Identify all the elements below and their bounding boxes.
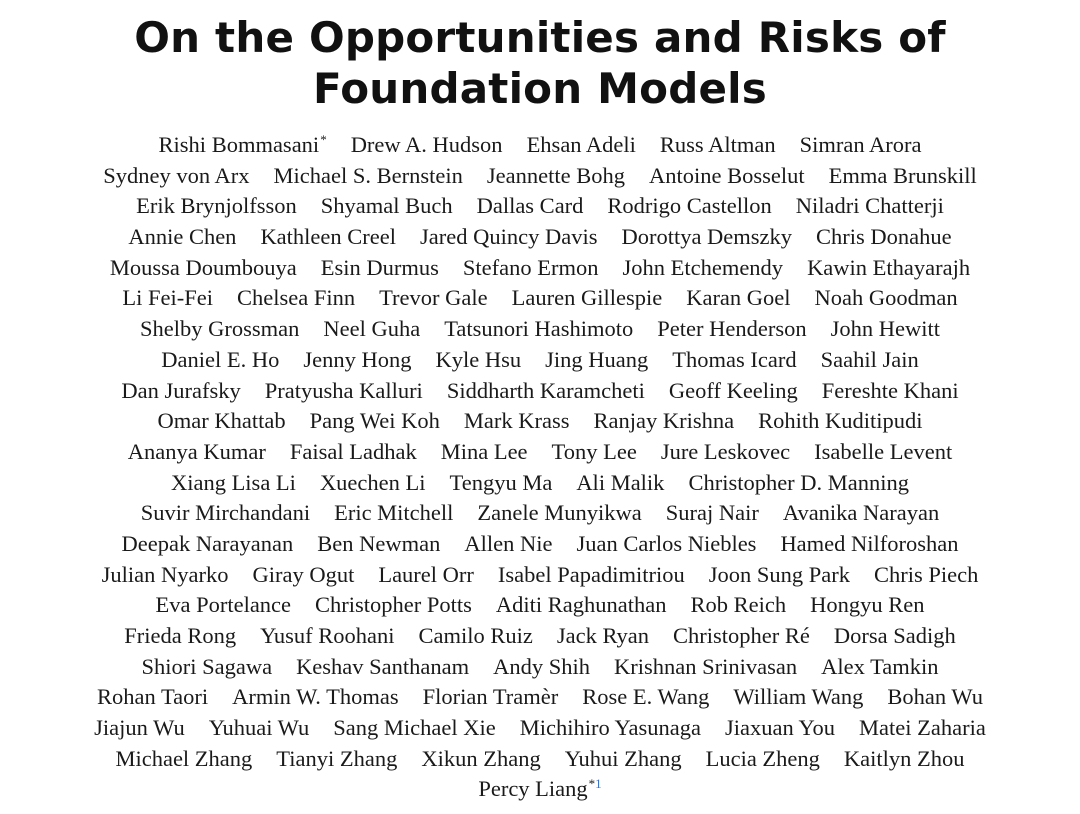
- author-name-text: Dorottya Demszky: [621, 224, 793, 250]
- author-name: [666, 498, 759, 529]
- author-name-text: Trevor Gale: [379, 285, 488, 311]
- author-name: [672, 345, 796, 376]
- author-name-text: Keshav Santhanam: [296, 653, 470, 679]
- author-name: [463, 253, 599, 284]
- author-name: [315, 590, 472, 621]
- author-name-text: Bohan Wu: [887, 684, 983, 710]
- author-name: [140, 314, 299, 345]
- author-name-text: Ranjay Krishna: [593, 408, 735, 434]
- author-name: [418, 621, 532, 652]
- author-name: [545, 345, 648, 376]
- author-name: [686, 283, 790, 314]
- author-name-text: Dan Jurafsky: [121, 377, 241, 403]
- author-name: [155, 590, 291, 621]
- author-name: [447, 376, 645, 407]
- author-name-text: Andy Shih: [493, 653, 591, 679]
- author-name: [303, 345, 411, 376]
- author-name: [276, 744, 397, 775]
- author-name-text: Kyle Hsu: [435, 346, 522, 372]
- author-name: [582, 682, 709, 713]
- author-name-text: Mina Lee: [440, 438, 528, 464]
- author-name-text: Jared Quincy Davis: [420, 224, 598, 250]
- author-name: [333, 713, 495, 744]
- author-name: [815, 283, 958, 314]
- author-name: [783, 498, 939, 529]
- author-name: [660, 130, 776, 161]
- author-name-text: Krishnan Srinivasan: [614, 653, 798, 679]
- author-name-text: Esin Durmus: [320, 254, 439, 280]
- author-name: [814, 437, 952, 468]
- author-name: [487, 161, 625, 192]
- author-list: [0, 130, 1080, 805]
- author-name-text: Fereshte Khani: [821, 377, 959, 403]
- author-name-text: Sang Michael Xie: [333, 715, 496, 741]
- author-name-text: Annie Chen: [128, 224, 237, 250]
- author-name-text: Christopher Ré: [673, 623, 810, 648]
- author-name-text: Ananya Kumar: [127, 438, 266, 464]
- author-name: [128, 222, 236, 253]
- author-name-text: Antoine Bosselut: [648, 162, 805, 188]
- paper-title: [0, 0, 1080, 114]
- author-name: [822, 376, 959, 407]
- author-name-text: Aditi Raghunathan: [495, 592, 667, 618]
- author-name-text: Dallas Card: [476, 193, 584, 219]
- author-name: [159, 130, 327, 161]
- author-name: [496, 590, 667, 621]
- author-name: [796, 191, 944, 222]
- author-line: [0, 652, 1080, 683]
- author-name: [464, 529, 552, 560]
- author-name-text: Chris Donahue: [816, 224, 952, 250]
- author-name: [614, 652, 797, 683]
- author-name: [725, 713, 835, 744]
- author-name: [171, 468, 296, 499]
- author-name: [621, 222, 792, 253]
- author-name-text: Christopher D. Manning: [688, 469, 910, 495]
- author-name: [661, 437, 790, 468]
- author-name-text: Zanele Munyikwa: [477, 500, 642, 526]
- author-name-text: Daniel E. Ho: [161, 346, 280, 372]
- author-name-text: Alex Tamkin: [821, 653, 939, 679]
- author-name: [733, 682, 863, 713]
- author-line: [0, 222, 1080, 253]
- author-name-text: Eva Portelance: [155, 592, 292, 618]
- author-name-text: Emma Brunskill: [828, 162, 977, 188]
- author-name-text: Neel Guha: [323, 316, 421, 342]
- author-name: [232, 682, 398, 713]
- author-name: [887, 682, 983, 713]
- author-name-text: Kaitlyn Zhou: [843, 745, 965, 771]
- author-name-text: Erik Brynjolfsson: [136, 193, 297, 219]
- author-name-text: Jeannette Bohg: [486, 162, 625, 188]
- author-name-text: Thomas Icard: [672, 346, 797, 372]
- author-name-text: Florian Tramèr: [422, 684, 559, 710]
- author-name: [780, 529, 958, 560]
- author-name-text: Rose E. Wang: [582, 684, 710, 710]
- author-line: [0, 744, 1080, 775]
- author-name: [103, 161, 249, 192]
- author-name: [124, 621, 236, 652]
- author-name: [691, 590, 787, 621]
- author-name: [420, 222, 597, 253]
- author-name: [97, 682, 208, 713]
- author-name-text: Yuhui Zhang: [564, 745, 682, 771]
- author-name: [141, 498, 310, 529]
- author-name: [673, 621, 810, 652]
- author-name-text: Jiajun Wu: [94, 715, 185, 741]
- author-name: [478, 774, 601, 805]
- author-name-text: Julian Nyarko: [101, 561, 229, 587]
- author-line: [0, 191, 1080, 222]
- author-name: [237, 283, 355, 314]
- author-name-text: Pratyusha Kalluri: [264, 377, 423, 403]
- author-line: [0, 161, 1080, 192]
- author-name-text: Niladri Chatterji: [795, 193, 944, 219]
- author-line: [0, 560, 1080, 591]
- author-name: [141, 652, 272, 683]
- author-line: [0, 283, 1080, 314]
- author-name-text: Xuechen Li: [319, 469, 426, 495]
- author-name: [576, 468, 664, 499]
- author-name: [265, 376, 423, 407]
- author-name-text: John Hewitt: [830, 316, 940, 342]
- author-name: [444, 314, 633, 345]
- author-line: [0, 498, 1080, 529]
- author-name: [669, 376, 798, 407]
- corresponding-author-mark: *: [320, 131, 327, 147]
- author-name: [436, 345, 522, 376]
- author-name: [477, 191, 584, 222]
- author-name-text: Saahil Jain: [820, 346, 919, 372]
- author-name-text: Rob Reich: [690, 592, 787, 618]
- footnote-link[interactable]: 1: [595, 775, 602, 791]
- author-name: [161, 345, 279, 376]
- author-name-text: Russ Altman: [659, 132, 776, 157]
- author-name-text: Rishi Bommasani: [158, 132, 320, 157]
- author-name: [807, 253, 970, 284]
- author-name: [274, 161, 463, 192]
- author-name-text: Karan Goel: [686, 285, 791, 311]
- author-name: [252, 560, 354, 591]
- author-name-text: Shiori Sagawa: [141, 653, 273, 679]
- author-name: [260, 621, 394, 652]
- author-name-text: Avanika Narayan: [782, 500, 940, 526]
- author-name-text: William Wang: [733, 684, 864, 710]
- author-line: [0, 437, 1080, 468]
- author-name-text: Michihiro Yasunaga: [519, 715, 701, 741]
- author-name-text: Laurel Orr: [378, 561, 474, 587]
- author-name: [94, 713, 185, 744]
- author-name: [321, 191, 453, 222]
- author-name-text: Hongyu Ren: [810, 592, 925, 618]
- author-name: [102, 560, 229, 591]
- author-name-text: John Etchemendy: [622, 254, 784, 280]
- author-name: [758, 406, 922, 437]
- author-name: [657, 314, 806, 345]
- author-name-text: Deepak Narayanan: [121, 530, 294, 556]
- author-name-text: Tony Lee: [551, 438, 637, 464]
- author-name-text: Mark Krass: [463, 408, 570, 434]
- author-name-text: Hamed Nilforoshan: [780, 530, 959, 556]
- author-name: [450, 468, 553, 499]
- author-name-text: Suraj Nair: [665, 500, 759, 526]
- author-name: [834, 621, 956, 652]
- author-name-text: Pang Wei Koh: [309, 408, 440, 434]
- author-name: [607, 191, 771, 222]
- author-name: [810, 590, 924, 621]
- author-name: [821, 345, 919, 376]
- author-line: [0, 529, 1080, 560]
- author-name-text: Isabel Papadimitriou: [497, 561, 685, 587]
- author-line: [0, 774, 1080, 805]
- author-name: [622, 253, 783, 284]
- author-name-text: Jiaxuan You: [724, 715, 836, 741]
- author-name: [320, 468, 426, 499]
- author-name-text: Simran Arora: [799, 132, 922, 157]
- author-name: [593, 406, 734, 437]
- author-line: [0, 314, 1080, 345]
- author-name: [323, 314, 420, 345]
- corresponding-author-mark: *: [588, 775, 596, 791]
- author-name: [688, 468, 909, 499]
- author-line: [0, 621, 1080, 652]
- author-name: [831, 314, 940, 345]
- author-name-text: Yusuf Roohani: [260, 623, 395, 648]
- author-name-text: Rohith Kuditipudi: [758, 408, 923, 434]
- author-name: [709, 560, 850, 591]
- author-name: [493, 652, 590, 683]
- author-name: [115, 744, 252, 775]
- author-name: [874, 560, 978, 591]
- author-name: [565, 744, 682, 775]
- author-name-text: Percy Liang: [478, 776, 588, 802]
- author-name-text: Christopher Potts: [315, 592, 472, 618]
- author-name: [464, 406, 570, 437]
- author-name-text: Lucia Zheng: [705, 745, 820, 771]
- author-name-text: Geoff Keeling: [668, 377, 798, 403]
- author-name: [351, 130, 503, 161]
- paper-title-line-1: On the Opportunities and Risks of: [134, 13, 946, 62]
- author-line: [0, 590, 1080, 621]
- author-name-text: Omar Khattab: [157, 408, 286, 434]
- author-name-text: Li Fei-Fei: [122, 285, 213, 311]
- author-name-text: Allen Nie: [464, 530, 553, 556]
- author-name: [379, 283, 488, 314]
- author-name: [310, 406, 440, 437]
- author-name-text: Moussa Doumbouya: [109, 254, 297, 280]
- author-line: [0, 406, 1080, 437]
- author-name-text: Joon Sung Park: [708, 561, 851, 587]
- author-name-text: Armin W. Thomas: [232, 684, 399, 710]
- author-name: [844, 744, 965, 775]
- author-name-text: Yuhuai Wu: [208, 715, 310, 741]
- author-name-text: Jenny Hong: [303, 346, 412, 372]
- author-name: [317, 529, 440, 560]
- author-name: [859, 713, 986, 744]
- author-name-text: Juan Carlos Niebles: [576, 530, 757, 556]
- author-name: [423, 682, 559, 713]
- author-name: [121, 529, 293, 560]
- author-name: [296, 652, 469, 683]
- author-line: [0, 130, 1080, 161]
- author-name-text: Ali Malik: [576, 469, 665, 495]
- author-name-text: Xiang Lisa Li: [170, 469, 296, 495]
- author-name: [290, 437, 417, 468]
- author-name: [821, 652, 938, 683]
- author-name-text: Michael S. Bernstein: [273, 162, 463, 188]
- author-name: [122, 283, 213, 314]
- author-name-text: Tianyi Zhang: [276, 745, 398, 771]
- author-name: [706, 744, 820, 775]
- author-name-text: Camilo Ruiz: [418, 623, 533, 648]
- author-line: [0, 682, 1080, 713]
- author-name: [527, 130, 636, 161]
- author-name-text: Tengyu Ma: [449, 469, 553, 495]
- author-name-text: Michael Zhang: [115, 745, 253, 771]
- author-name-text: Shyamal Buch: [320, 193, 453, 219]
- author-name-text: Xikun Zhang: [421, 745, 541, 771]
- author-name-text: Jure Leskovec: [660, 438, 791, 464]
- author-name-text: Rodrigo Castellon: [607, 193, 772, 219]
- author-name: [334, 498, 453, 529]
- author-name: [441, 437, 528, 468]
- author-line: [0, 376, 1080, 407]
- author-name-text: Lauren Gillespie: [511, 285, 663, 311]
- author-name-text: Giray Ogut: [252, 561, 355, 587]
- author-name: [816, 222, 952, 253]
- author-name-text: Chelsea Finn: [236, 285, 356, 311]
- author-name: [260, 222, 396, 253]
- author-name: [520, 713, 701, 744]
- author-name-text: Rohan Taori: [97, 684, 209, 710]
- author-name-text: Sydney von Arx: [103, 162, 250, 188]
- author-name: [378, 560, 474, 591]
- author-name-text: Suvir Mirchandani: [140, 500, 311, 526]
- author-name-text: Isabelle Levent: [814, 438, 953, 464]
- author-name-text: Drew A. Hudson: [350, 132, 503, 157]
- author-line: [0, 253, 1080, 284]
- author-line: [0, 468, 1080, 499]
- author-name: [498, 560, 685, 591]
- author-name: [477, 498, 641, 529]
- author-line: [0, 713, 1080, 744]
- author-name-text: Chris Piech: [874, 561, 979, 587]
- author-name: [557, 621, 649, 652]
- author-name-text: Tatsunori Hashimoto: [444, 316, 634, 342]
- author-name-text: Dorsa Sadigh: [833, 623, 956, 648]
- author-name-text: Siddharth Karamcheti: [446, 377, 645, 403]
- author-line: [0, 345, 1080, 376]
- author-name-text: Matei Zaharia: [859, 715, 986, 741]
- author-name: [800, 130, 922, 161]
- author-name: [128, 437, 266, 468]
- author-name: [136, 191, 297, 222]
- author-name: [121, 376, 240, 407]
- author-name: [576, 529, 756, 560]
- author-name: [552, 437, 637, 468]
- author-name-text: Eric Mitchell: [334, 500, 454, 526]
- author-name-text: Ehsan Adeli: [526, 132, 636, 157]
- author-name: [158, 406, 286, 437]
- author-name-text: Shelby Grossman: [140, 316, 300, 342]
- author-name: [209, 713, 310, 744]
- author-name-text: Stefano Ermon: [462, 254, 599, 280]
- author-name: [421, 744, 540, 775]
- author-name-text: Jack Ryan: [556, 623, 650, 648]
- author-name: [649, 161, 805, 192]
- author-name-text: Kathleen Creel: [260, 224, 396, 250]
- author-name: [829, 161, 977, 192]
- author-name-text: Faisal Ladhak: [289, 438, 417, 464]
- author-name: [512, 283, 663, 314]
- author-name-text: Kawin Ethayarajh: [807, 254, 971, 280]
- author-name: [321, 253, 439, 284]
- author-name-text: Peter Henderson: [657, 316, 807, 342]
- paper-title-line-2: Foundation Models: [313, 64, 767, 113]
- author-name-text: Noah Goodman: [814, 285, 958, 311]
- author-name-text: Jing Huang: [545, 346, 649, 372]
- author-name: [110, 253, 297, 284]
- author-name-text: Ben Newman: [317, 530, 441, 556]
- author-name-text: Frieda Rong: [124, 623, 237, 648]
